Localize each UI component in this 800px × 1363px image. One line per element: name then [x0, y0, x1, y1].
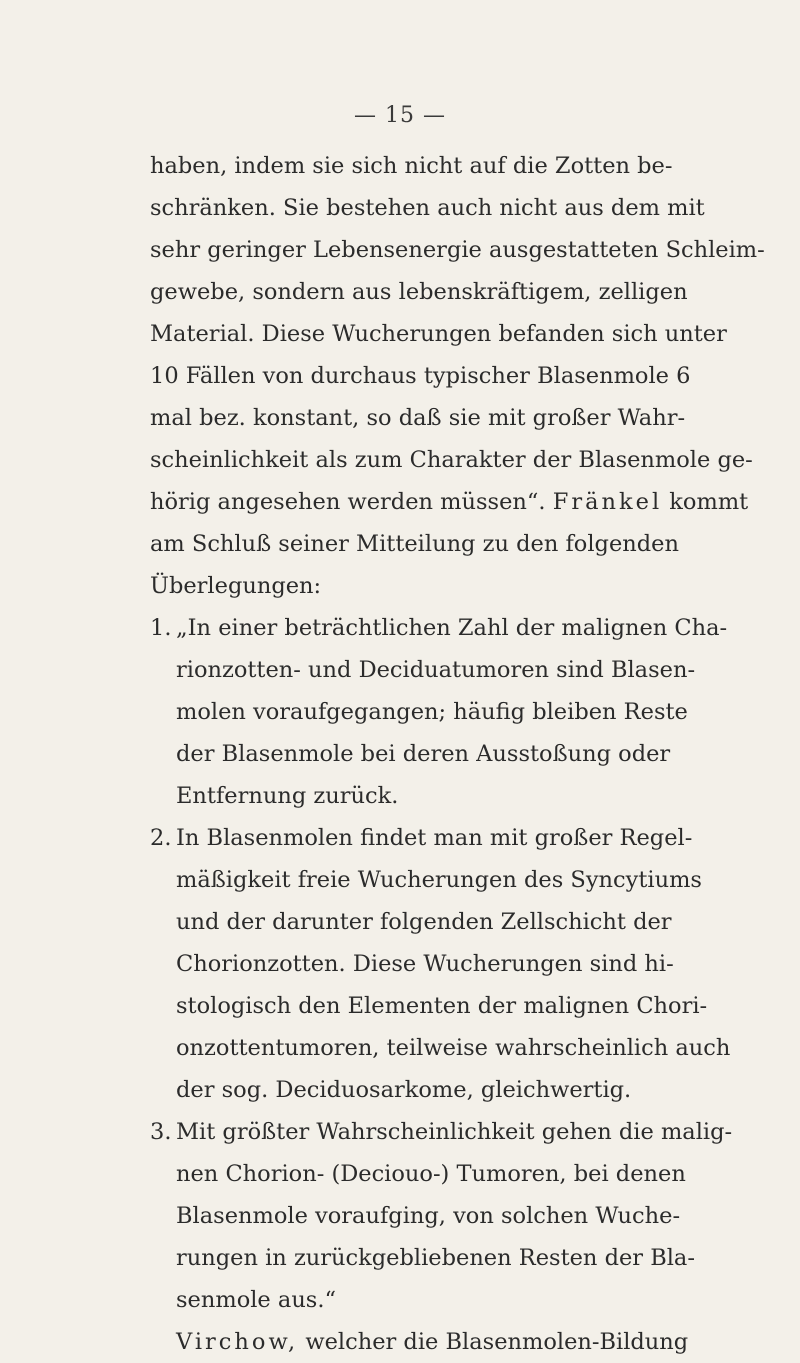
text-fragment: hörig angesehen werden müssen“. [150, 489, 546, 515]
list-item-3-line: Blasenmole voraufging, von solchen Wuche- [176, 1203, 681, 1229]
body-text [150, 145, 765, 1363]
list-item-2-line: und der darunter folgenden Zellschicht der [176, 909, 672, 935]
text-line: 10 Fällen von durchaus typischer Blasenmole 6 [150, 363, 691, 389]
text-line: sehr geringer Lebensenergie ausgestatteten Schleim- [150, 237, 765, 263]
text-line: Material. Diese Wucherungen befanden sich unter [150, 321, 727, 347]
text-line: gewebe, sondern aus lebenskräftigem, zelligen [150, 279, 688, 305]
list-item-2-line [150, 817, 693, 859]
text-fragment: welcher die Blasenmolen-Bildung [305, 1329, 689, 1355]
list-item-1-line: rionzotten- und Deciduatumoren sind Blasen- [176, 657, 696, 683]
text-line: scheinlichkeit als zum Charakter der Blasenmole ge- [150, 447, 753, 473]
list-item-1-line: Entfernung zurück. [176, 783, 399, 809]
list-item-2-line: onzottentumoren, teilweise wahrscheinlich auch [176, 1035, 731, 1061]
text-fragment: Mit größter Wahrscheinlichkeit gehen die malig- [176, 1119, 733, 1145]
list-item-number: 1. [150, 615, 172, 641]
list-item-3-line [150, 1111, 733, 1153]
list-item-3-line: rungen in zurückgebliebenen Resten der Bla- [176, 1245, 695, 1271]
list-item-1-line: molen voraufgegangen; häufig bleiben Reste [176, 699, 688, 725]
list-item-2-line: stologisch den Elementen der malignen Chori- [176, 993, 708, 1019]
text-line: schränken. Sie bestehen auch nicht aus dem mit [150, 195, 705, 221]
list-item-2-line: mäßigkeit freie Wucherungen des Syncytiums [176, 867, 702, 893]
list-item-number: 2. [150, 825, 172, 851]
author-name-fraenkel: Fränkel [552, 489, 663, 515]
list-item-3-line: nen Chorion- (Deciouo-) Tumoren, bei denen [176, 1161, 686, 1187]
list-item-3-line: senmole aus.“ [176, 1287, 337, 1313]
list-item-2-line: Chorionzotten. Diese Wucherungen sind hi- [176, 951, 674, 977]
list-item-1-line [150, 607, 728, 649]
text-fragment: „In einer beträchtlichen Zahl der malignen Cha- [176, 615, 728, 641]
text-fragment: In Blasenmolen findet man mit großer Regel- [176, 825, 693, 851]
text-line [150, 481, 749, 523]
text-fragment: kommt [669, 489, 749, 515]
text-line: am Schluß seiner Mitteilung zu den folgenden [150, 531, 679, 557]
text-line: mal bez. konstant, so daß sie mit großer Wahr- [150, 405, 686, 431]
author-name-virchow: Virchow, [176, 1329, 299, 1355]
text-line: Überlegungen: [150, 573, 322, 599]
list-item-1-line: der Blasenmole bei deren Ausstoßung oder [176, 741, 671, 767]
list-item-number: 3. [150, 1119, 172, 1145]
text-line: haben, indem sie sich nicht auf die Zotten be- [150, 153, 673, 179]
text-line [150, 1321, 689, 1363]
page-number: — 15 — [354, 103, 446, 128]
list-item-2-line: der sog. Deciduosarkome, gleichwertig. [176, 1077, 632, 1103]
